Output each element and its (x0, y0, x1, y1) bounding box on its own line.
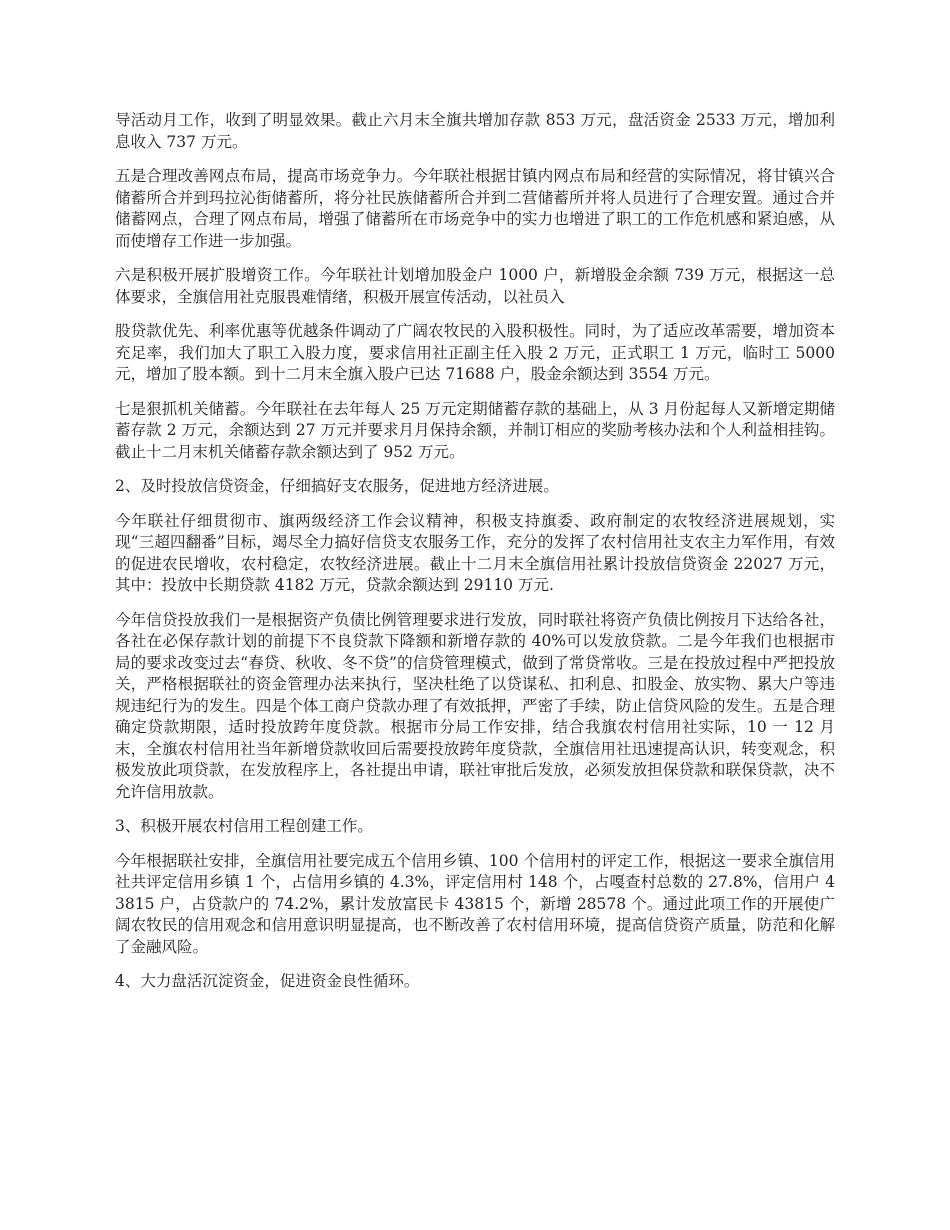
paragraph-share-expansion: 六是积极开展扩股增资工作。今年联社计划增加股金户 1000 户，新增股金余额 739 万元，根据这一总体要求，全旗信用社克服畏难情绪，积极开展宣传活动，以社员入 (115, 266, 835, 306)
document-body (115, 110, 835, 1006)
paragraph-branch-layout: 五是合理改善网点布局，提高市场竞争力。今年联社根据甘镇内网点布局和经营的实际情况，将甘镇兴合储蓄所合并到玛拉沁街储蓄所，将分社民族储蓄所合并到二营储蓄所并将人员进行了合理安置。通过合并储蓄网点，合理了网点布局，增强了储蓄所在市场竞争中的实力也增进了职工的工作危机感和紧迫感，从而使增存工作进一步加强。 (115, 167, 835, 250)
paragraph-credit-support: 今年联社仔细贯彻市、旗两级经济工作会议精神，积极支持旗委、政府制定的农牧经济进展规划，实现“三超四翻番”目标，竭尽全力搞好信贷支农服务工作，充分的发挥了农村信用社支农主力军作用，有效的促进农民增收，农村稳定，农牧经济进展。截止十二月末全旗信用社累计投放信贷资金 22027 万元，其中：投放中长期贷款 4182 万元，贷款余额达到 29110 万元. (115, 511, 835, 594)
section-heading-credit-project: 3、积极开展农村信用工程创建工作。 (115, 817, 373, 835)
paragraph-credit-project: 今年根据联社安排，全旗信用社要完成五个信用乡镇、100 个信用村的评定工作，根据这一要求全旗信用社共评定信用乡镇 1 个，占信用乡镇的 4.3%，评定信用村 148 个，占嘎查村总数的 27.8%，信用户 43815 户，占贷款户的 74.2%，累计发放富民卡 43815 个，新增 28578 个。通过此项工作的开展使广阔农牧民的信用观念和信用意识明显提高，也不断改善了农村信用环境，提高信贷资产质量，防范和化解了金融风险。 (115, 851, 835, 956)
paragraph-savings-month-result: 导活动月工作，收到了明显效果。截止六月末全旗共增加存款 853 万元，盘活资金 2533 万元，增加利息收入 737 万元。 (115, 111, 835, 151)
paragraph-credit-management: 今年信贷投放我们一是根据资产负债比例管理要求进行发放，同时联社将资产负债比例按月下达给各社，各社在必保存款计划的前提下不良贷款下降额和新增存款的 40%可以发放贷款。二是今年我们也根据市局的要求改变过去“春贷、秋收、冬不贷”的信贷管理模式，做到了常贷常收。三是在投放过程中严把投放关，严格根据联社的资金管理办法来执行，坚决杜绝了以贷谋私、扣利息、扣股金、放实物、累大户等违规违纪行为的发生。四是个体工商户贷款办理了有效抵押，严密了手续，防止信贷风险的发生。五是合理确定贷款期限，适时投放跨年度贷款。根据市分局工作安排，结合我旗农村信用社实际，10 一 12 月末，全旗农村信用社当年新增贷款收回后需要投放跨年度贷款，全旗信用社迅速提高认识，转变观念，积极发放此项贷款，在发放程序上，各社提出申请，联社审批后发放，必须发放担保贷款和联保贷款，决不允许信用放款。 (115, 610, 835, 801)
section-heading-idle-funds: 4、大力盘活沉淀资金，促进资金良性循环。 (115, 972, 420, 990)
paragraph-agency-savings: 七是狠抓机关储蓄。今年联社在去年每人 25 万元定期储蓄存款的基础上，从 3 月份起每人又新增定期储蓄存款 2 万元，余额达到 27 万元并要求月月保持余额，并制订相应的奖励考核办法和个人利益相挂钩。截止十二月末机关储蓄存款余额达到了 952 万元。 (115, 399, 835, 461)
paragraph-share-expansion-continued: 股贷款优先、利率优惠等优越条件调动了广阔农牧民的入股积极性。同时，为了适应改革需要，增加资本充足率，我们加大了职工入股力度，要求信用社正副主任入股 2 万元，正式职工 1 万元，临时工 5000 元，增加了股本额。到十二月末全旗入股户已达 71688 户，股金余额达到 3554 万元。 (115, 322, 835, 383)
section-heading-credit-funds: 2、及时投放信贷资金，仔细搞好支农服务，促进地方经济进展。 (115, 477, 559, 495)
